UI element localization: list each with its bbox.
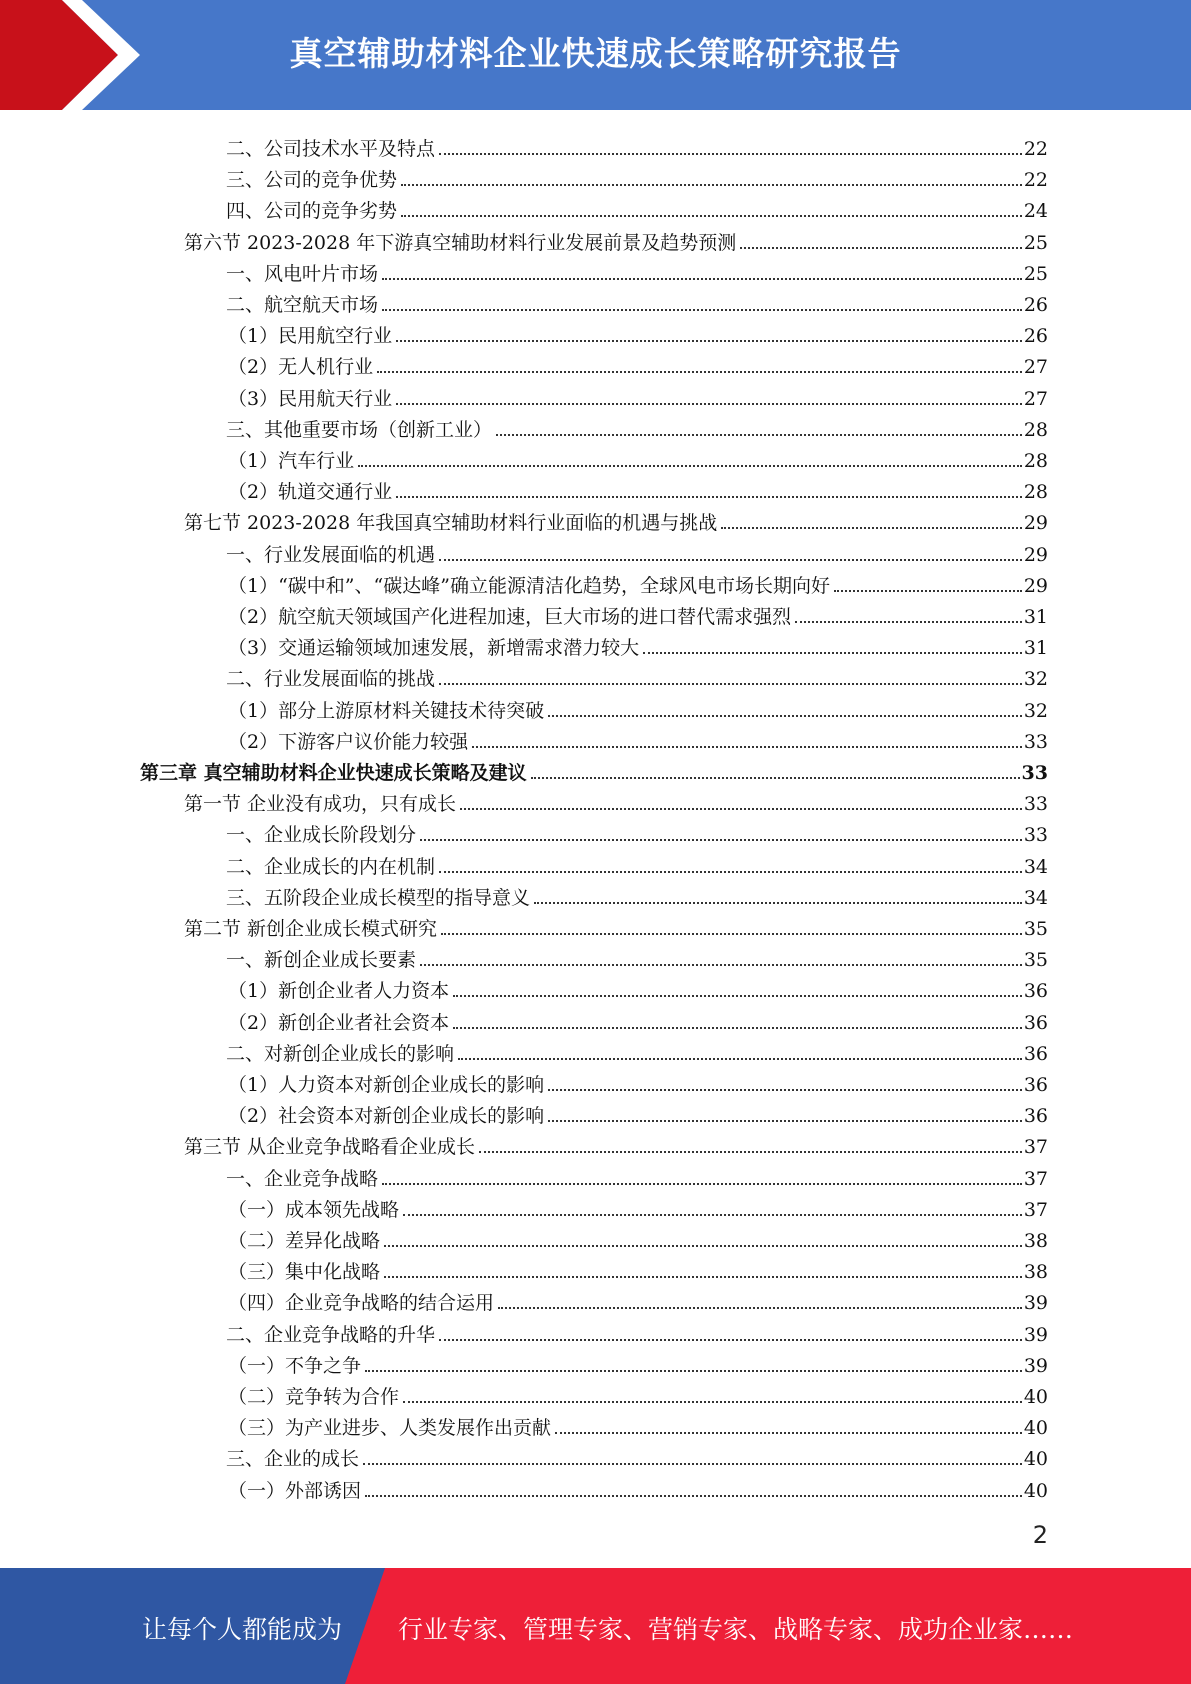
toc-dot-leader [365,1370,1022,1372]
toc-dot-leader [420,964,1022,966]
toc-entry[interactable] [228,1096,1048,1127]
toc-entry-page: 37 [1023,1198,1048,1221]
toc-entry[interactable] [228,347,1048,378]
toc-entry-page: 28 [1023,450,1048,472]
toc-entry[interactable] [226,1315,1048,1346]
toc-dot-leader [458,1058,1022,1060]
toc-entry[interactable] [228,566,1048,597]
toc-entry[interactable] [228,1377,1048,1408]
toc-dot-leader [643,652,1022,654]
toc-dot-leader [548,1089,1022,1091]
toc-entry-page: 24 [1023,200,1048,223]
toc-entry-label: 一、风电叶片市场 [226,262,379,285]
toc-dot-leader [403,1401,1022,1403]
toc-entry-label: 一、企业竞争战略 [226,1167,379,1190]
toc-entry[interactable] [228,441,1048,472]
toc-entry-label: 二、公司技术水平及特点 [226,138,436,160]
toc-entry-label: 第三节 从企业竞争战略看企业成长 [184,1136,476,1159]
toc-dot-leader [441,933,1022,935]
toc-entry-label: 第七节 2023-2028 年我国真空辅助材料行业面临的机遇与挑战 [184,512,718,535]
toc-entry-label: 三、公司的竞争优势 [226,169,398,192]
toc-entry-label: 三、其他重要市场（创新工业） [226,418,493,441]
toc-dot-leader [384,1276,1022,1278]
toc-entry[interactable] [226,254,1048,285]
toc-entry[interactable] [228,1065,1048,1096]
toc-dot-leader [382,1183,1022,1185]
toc-entry-label: （2）轨道交通行业 [228,481,393,504]
toc-dot-leader [396,496,1022,498]
toc-entry-page: 35 [1023,918,1048,940]
toc-entry[interactable] [226,815,1048,846]
toc-entry-label: 二、对新创企业成长的影响 [226,1042,455,1065]
toc-dot-leader [548,715,1022,717]
toc-entry[interactable] [226,1034,1048,1065]
toc-entry[interactable] [228,691,1048,722]
toc-entry[interactable] [226,878,1048,909]
toc-entry-page: 26 [1023,325,1048,348]
toc-dot-leader [377,371,1022,373]
toc-entry-label: （一）不争之争 [228,1354,362,1377]
toc-entry[interactable] [226,285,1048,316]
toc-entry-page: 39 [1023,1292,1048,1315]
toc-entry-label: 一、企业成长阶段划分 [226,824,417,847]
toc-entry-label: 二、行业发展面临的挑战 [226,668,436,691]
toc-entry[interactable] [228,597,1048,628]
toc-entry[interactable] [184,223,1048,254]
toc-entry-label: 三、企业的成长 [226,1448,360,1471]
toc-entry-label: 四、公司的竞争劣势 [226,200,398,223]
toc-entry-label: （2）无人机行业 [228,356,374,379]
toc-entry-page: 37 [1023,1136,1048,1159]
toc-entry-label: （2）社会资本对新创企业成长的影响 [228,1105,545,1128]
toc-entry[interactable] [226,129,1048,160]
toc-dot-leader [382,309,1022,311]
toc-dot-leader [439,871,1022,873]
toc-entry-page: 33 [1023,793,1048,816]
toc-dot-leader [460,808,1022,810]
toc-entry[interactable] [228,316,1048,347]
toc-dot-leader [479,1151,1022,1153]
toc-entry-page: 36 [1023,980,1048,1003]
toc-entry-label: （一）外部诱因 [228,1479,362,1502]
toc-dot-leader [498,1307,1022,1309]
toc-entry-label: （1）汽车行业 [228,450,355,472]
toc-entry-page: 26 [1023,294,1048,316]
toc-entry-page: 28 [1023,481,1048,504]
toc-entry-page: 32 [1023,699,1048,722]
report-title: 真空辅助材料企业快速成长策略研究报告 [289,34,902,73]
toc-entry[interactable] [228,1408,1048,1439]
toc-dot-leader [453,995,1022,997]
toc-dot-leader [401,215,1022,217]
toc-entry-label: （二）差异化战略 [228,1230,381,1252]
toc-dot-leader [401,184,1022,186]
toc-entry-page: 31 [1023,606,1048,628]
toc-entry-page: 36 [1023,1042,1048,1065]
toc-dot-leader [795,621,1022,623]
toc-entry-label: 第三章 真空辅助材料企业快速成长策略及建议 [140,762,527,784]
toc-entry[interactable] [226,847,1048,878]
toc-entry-label: （2）航空航天领域国产化进程加速，巨大市场的进口替代需求强烈 [228,606,792,628]
toc-entry-label: 一、新创企业成长要素 [226,949,417,972]
toc-dot-leader [396,340,1022,342]
toc-entry-page: 33 [1021,762,1048,784]
toc-dot-leader [496,434,1022,436]
toc-entry[interactable] [184,503,1048,534]
toc-dot-leader [721,527,1022,529]
toc-entry-page: 29 [1023,543,1048,566]
toc-dot-leader [365,1495,1022,1497]
toc-entry-page: 22 [1023,138,1048,160]
toc-entry[interactable] [228,722,1048,753]
toc-entry-page: 33 [1023,824,1048,847]
toc-entry[interactable] [228,1283,1048,1314]
toc-entry-page: 39 [1023,1354,1048,1377]
toc-entry-label: 二、航空航天市场 [226,294,379,316]
toc-entry[interactable] [184,1127,1048,1158]
toc-dot-leader [420,839,1022,841]
toc-entry-page: 35 [1023,949,1048,972]
toc-entry[interactable] [228,971,1048,1002]
toc-entry-label: 二、企业竞争战略的升华 [226,1323,436,1346]
toc-dot-leader [358,465,1022,467]
page-number: 2 [1032,1521,1048,1549]
toc-entry[interactable] [228,628,1048,659]
toc-entry-page: 39 [1023,1323,1048,1346]
toc-dot-leader [740,247,1022,249]
toc-entry-page: 38 [1023,1261,1048,1284]
toc-entry-page: 36 [1023,1074,1048,1096]
toc-entry[interactable] [226,1159,1048,1190]
toc-entry[interactable] [228,1346,1048,1377]
toc-entry-page: 25 [1023,262,1048,285]
toc-entry-page: 40 [1023,1417,1048,1440]
footer-roles: 行业专家、管理专家、营销专家、战略专家、成功企业家…… [398,1615,1074,1644]
toc-dot-leader [834,590,1022,592]
toc-entry-page: 34 [1023,855,1048,878]
toc-entry-page: 37 [1023,1167,1048,1190]
toc-entry-page: 40 [1023,1479,1048,1502]
page-footer [0,1568,1191,1684]
toc-dot-leader [548,1120,1022,1122]
toc-entry-page: 28 [1023,418,1048,441]
toc-entry-label: （三）集中化战略 [228,1261,381,1284]
toc-entry-page: 38 [1023,1230,1048,1252]
toc-entry[interactable] [226,410,1048,441]
toc-entry-page: 22 [1023,169,1048,192]
toc-entry[interactable] [226,1439,1048,1470]
toc-entry[interactable] [228,1471,1048,1502]
toc-entry-page: 40 [1023,1386,1048,1408]
toc-entry[interactable] [184,784,1048,815]
toc-entry[interactable] [226,940,1048,971]
toc-entry[interactable] [226,535,1048,566]
toc-entry-label: （1）“碳中和”、“碳达峰”确立能源清洁化趋势，全球风电市场长期向好 [228,574,830,597]
toc-entry-label: （二）竞争转为合作 [228,1386,400,1408]
toc-entry-label: （1）新创企业者人力资本 [228,980,450,1003]
toc-entry-page: 40 [1023,1448,1048,1471]
toc-entry[interactable] [184,909,1048,940]
toc-entry-page: 36 [1023,1011,1048,1034]
toc-dot-leader [384,1245,1022,1247]
toc-entry-page: 27 [1023,356,1048,379]
toc-entry-page: 29 [1023,574,1048,597]
toc-entry-label: 第六节 2023-2028 年下游真空辅助材料行业发展前景及趋势预测 [184,231,737,254]
toc-entry[interactable] [226,659,1048,690]
toc-dot-leader [382,278,1022,280]
toc-entry-page: 36 [1023,1105,1048,1128]
toc-entry[interactable] [228,1221,1048,1252]
toc-entry-label: （四）企业竞争战略的结合运用 [228,1292,495,1315]
footer-slogan: 让每个人都能成为 [142,1615,343,1644]
toc-entry-label: 第一节 企业没有成功，只有成长 [184,793,457,816]
toc-entry[interactable] [228,1190,1048,1221]
toc-entry-label: 二、企业成长的内在机制 [226,855,436,878]
toc-entry-page: 25 [1023,231,1048,254]
toc-entry-page: 31 [1023,637,1048,660]
toc-dot-leader [534,902,1022,904]
toc-entry-label: （3）交通运输领域加速发展，新增需求潜力较大 [228,637,640,660]
toc-entry-page: 32 [1023,668,1048,691]
toc-entry[interactable] [228,1252,1048,1283]
toc-entry[interactable] [228,1003,1048,1034]
toc-entry-page: 34 [1023,886,1048,909]
toc-dot-leader [439,559,1022,561]
toc-dot-leader [439,153,1022,155]
toc-entry[interactable] [228,472,1048,503]
toc-entry-label: （1）民用航空行业 [228,325,393,348]
toc-entry[interactable] [228,379,1048,410]
toc-dot-leader [472,746,1022,748]
page-header [0,0,1191,110]
toc-entry-label: （1）人力资本对新创企业成长的影响 [228,1074,545,1096]
toc-entry[interactable] [226,160,1048,191]
toc-entry-label: 第二节 新创企业成长模式研究 [184,918,438,940]
toc-entry-label: （一）成本领先战略 [228,1198,400,1221]
toc-entry-label: （1）部分上游原材料关键技术待突破 [228,699,545,722]
toc-dot-leader [439,683,1022,685]
toc-dot-leader [453,1027,1022,1029]
toc-entry-label: （3）民用航天行业 [228,387,393,410]
toc-entry-page: 33 [1023,730,1048,753]
toc-dot-leader [403,1214,1022,1216]
toc-dot-leader [531,777,1020,779]
toc-entry-label: （2）下游客户议价能力较强 [228,730,469,753]
toc-entry-label: 三、五阶段企业成长模型的指导意义 [226,886,531,909]
toc-dot-leader [555,1432,1022,1434]
toc-entry-label: 一、行业发展面临的机遇 [226,543,436,566]
toc-entry-label: （三）为产业进步、人类发展作出贡献 [228,1417,552,1440]
toc-dot-leader [396,403,1022,405]
toc-entry-page: 29 [1023,512,1048,535]
toc-entry-page: 27 [1023,387,1048,410]
toc-entry[interactable] [140,753,1048,784]
toc-dot-leader [439,1339,1022,1341]
toc-entry[interactable] [226,191,1048,222]
toc-dot-leader [363,1463,1022,1465]
toc-entry-label: （2）新创企业者社会资本 [228,1011,450,1034]
